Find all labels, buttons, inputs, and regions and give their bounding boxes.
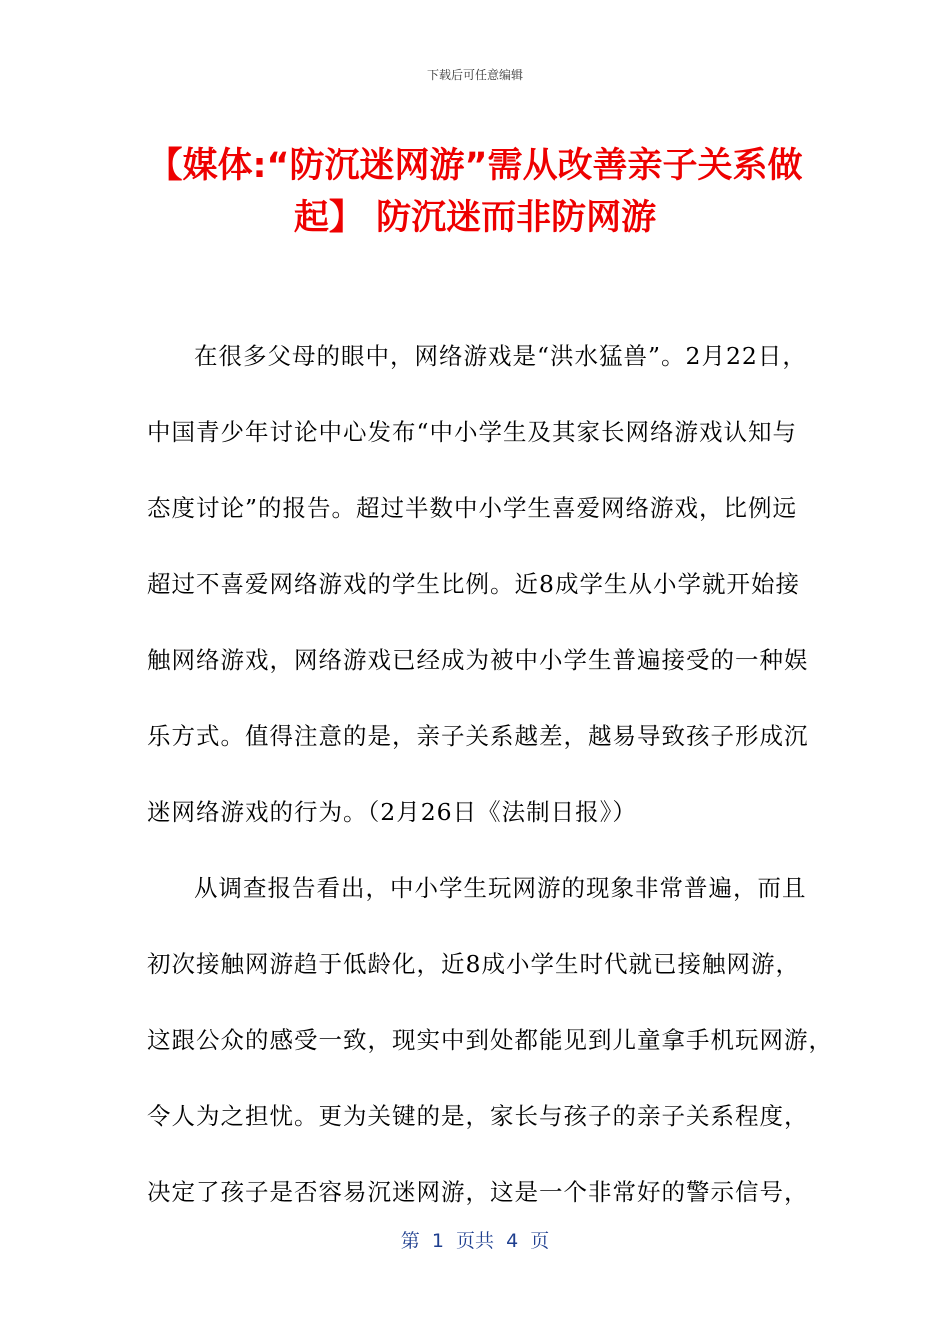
paragraph-line: 决定了孩子是否容易沉迷网游，这是一个非常好的警示信号， xyxy=(147,1178,809,1206)
paragraph-line: 初次接触网游趋于低龄化，近8成小学生时代就已接触网游， xyxy=(147,950,800,978)
paragraph-line: 从调查报告看出，中小学生玩网游的现象非常普遍，而且 xyxy=(194,874,807,902)
paragraph-line: 乐方式。值得注意的是，亲子关系越差，越易导致孩子形成沉 xyxy=(147,722,809,750)
header-note: 下载后可任意编辑 xyxy=(426,68,523,82)
paragraph-line: 触网络游戏，网络游戏已经成为被中小学生普遍接受的一种娱 xyxy=(147,646,809,674)
paragraph-2 xyxy=(147,850,833,1230)
paragraph-line: 中国青少年讨论中心发布“中小学生及其家长网络游戏认知与 xyxy=(147,418,798,446)
title-line-2: 起】 防沉迷而非防网游 xyxy=(293,198,657,238)
document-title xyxy=(100,140,850,244)
document-body xyxy=(147,318,833,1230)
paragraph-line: 这跟公众的感受一致，现实中到处都能见到儿童拿手机玩网游， xyxy=(147,1026,833,1054)
paragraph-line: 在很多父母的眼中，网络游戏是“洪水猛兽”。2月22日， xyxy=(194,342,807,370)
paragraph-line: 态度讨论”的报告。超过半数中小学生喜爱网络游戏，比例远 xyxy=(147,494,798,522)
title-line-1: 【媒体:“防沉迷网游”需从改善亲子关系做 xyxy=(147,146,803,186)
paragraph-1 xyxy=(147,318,807,850)
page-number-footer: 第 1 页共 4 页 xyxy=(400,1230,550,1252)
paragraph-line: 超过不喜爱网络游戏的学生比例。近8成学生从小学就开始接 xyxy=(147,570,800,598)
paragraph-line: 令人为之担忧。更为关键的是，家长与孩子的亲子关系程度， xyxy=(147,1102,809,1130)
paragraph-line: 迷网络游戏的行为。（2月26日《法制日报》） xyxy=(147,798,637,826)
